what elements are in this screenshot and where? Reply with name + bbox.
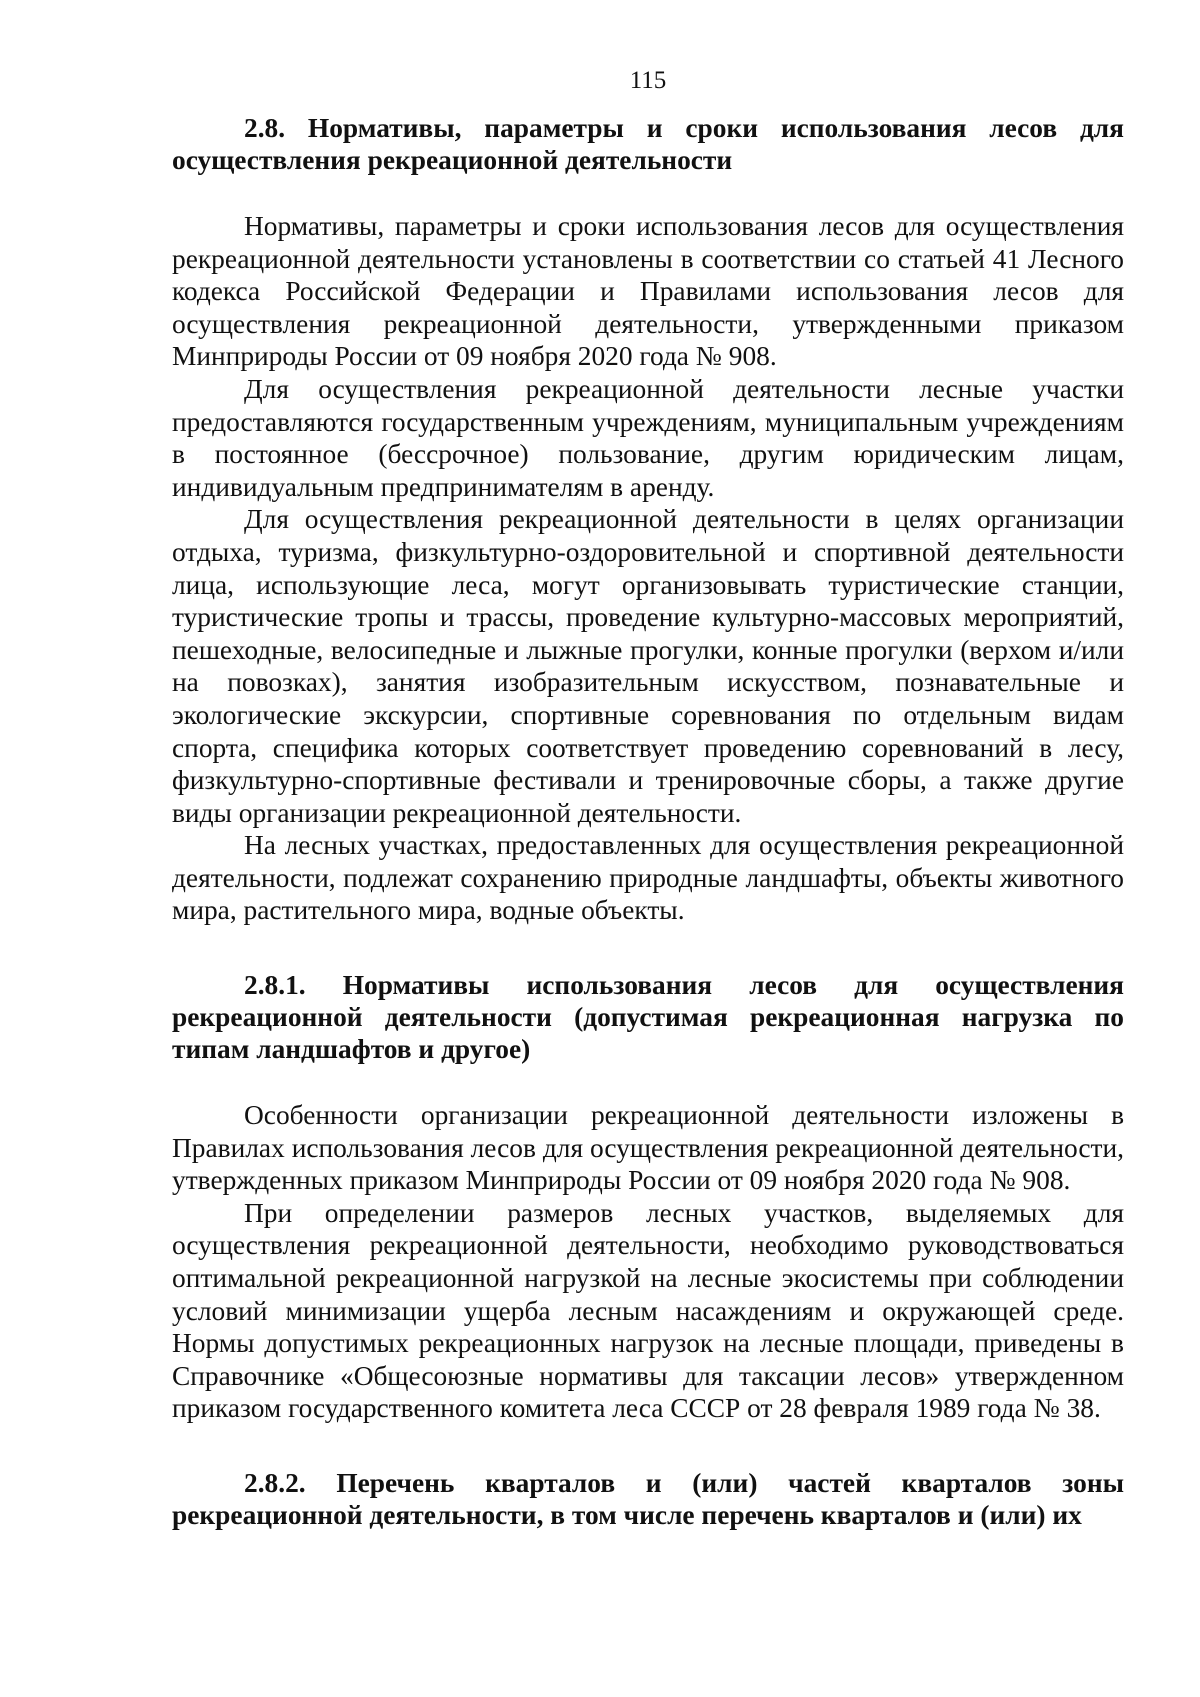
- paragraph: При определении размеров лесных участков, выделяемых для осуществления рекреационной деятельности, необходимо руководствоваться оптимальной рекреационной нагрузкой на лесные экосистемы при соблюдении условий минимизации ущерба лесным насаждениям и окружающей среде. Нормы допустимых рекреационных нагрузок на лесные площади, приведены в Справочнике «Общесоюзные нормативы для таксации лесов» утвержденном приказом государственного комитета леса СССР от 28 февраля 1989 года № 38.: [172, 1197, 1124, 1424]
- document-page: [172, 66, 1124, 1531]
- paragraph: Нормативы, параметры и сроки использования лесов для осуществления рекреационной деятельности установлены в соответствии со статьей 41 Лесного кодекса Российской Федерации и Правилами использования лесов для осуществления рекреационной деятельности, утвержденными приказом Минприроды России от 09 ноября 2020 года № 908.: [172, 211, 1124, 372]
- paragraph: Для осуществления рекреационной деятельности в целях организации отдыха, туризма, физкультурно-оздоровительной и спортивной деятельности лица, использующие леса, могут организовывать туристические станции, туристические тропы и трассы, проведение культурно-массовых мероприятий, пешеходные, велосипедные и лыжные прогулки, конные прогулки (верхом и/или на повозках), занятия изобразительным искусством, познавательные и экологические экскурсии, спортивные соревнования по отдельным видам спорта, специфика которых соответствует проведению соревнований в лесу, физкультурно-спортивные фестивали и тренировочные сборы, а также другие виды организации рекреационной деятельности.: [172, 504, 1124, 828]
- section-2-8-body: [172, 210, 1124, 927]
- paragraph: Особенности организации рекреационной деятельности изложены в Правилах использования лесов для осуществления рекреационной деятельности, утвержденных приказом Минприроды России от 09 ноября 2020 года № 908.: [172, 1100, 1124, 1196]
- section-2-8-2-heading: 2.8.2. Перечень кварталов и (или) частей кварталов зоны рекреационной деятельности, в том числе перечень кварталов и (или) их: [172, 1468, 1124, 1530]
- section-2-8-heading: 2.8. Нормативы, параметры и сроки использования лесов для осуществления рекреационной деятельности: [172, 113, 1124, 175]
- section-2-8-1-body: [172, 1099, 1124, 1425]
- page-number: 115: [629, 67, 667, 94]
- section-2-8-1-heading: 2.8.1. Нормативы использования лесов для осуществления рекреационной деятельности (допустимая рекреационная нагрузка по типам ландшафтов и другое): [172, 970, 1124, 1065]
- paragraph: Для осуществления рекреационной деятельности лесные участки предоставляются государственным учреждениям, муниципальным учреждениям в постоянное (бессрочное) пользование, другим юридическим лицам, индивидуальным предпринимателям в аренду.: [172, 373, 1124, 502]
- paragraph: На лесных участках, предоставленных для осуществления рекреационной деятельности, подлежат сохранению природные ландшафты, объекты животного мира, растительного мира, водные объекты.: [172, 830, 1124, 926]
